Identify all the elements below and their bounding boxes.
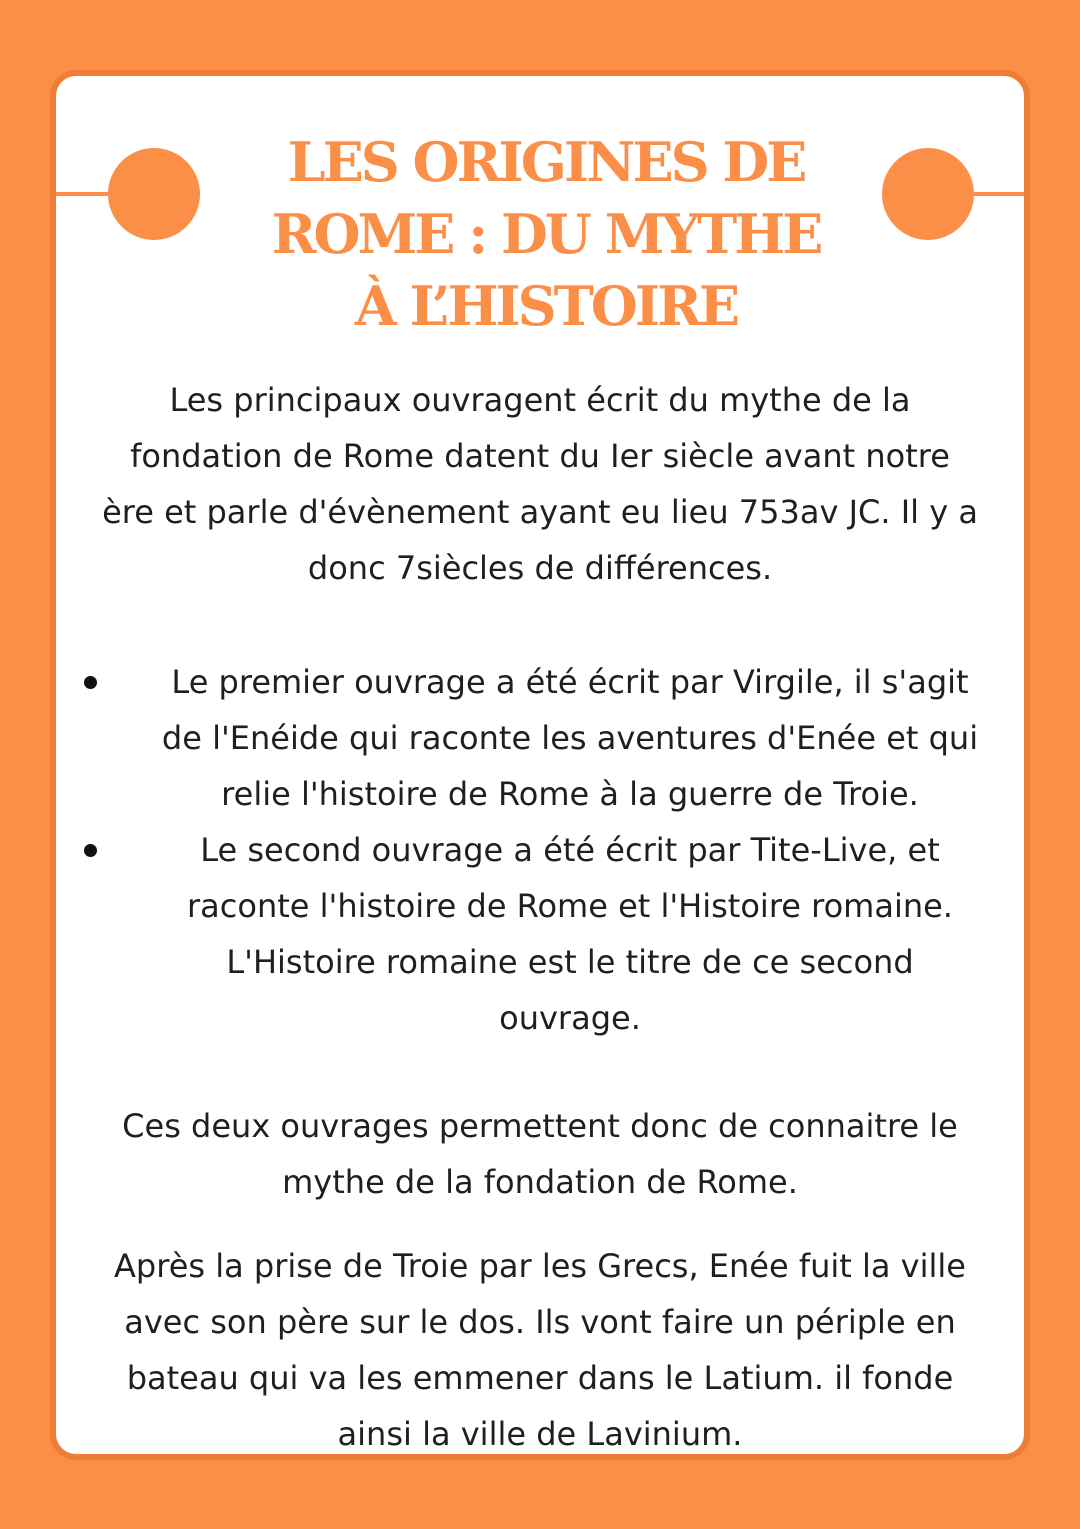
text-line: donc 7siècles de différences. [307,549,773,587]
conclusion-paragraph [56,1098,1024,1210]
decorative-line-left [56,192,116,196]
text-line: ainsi la ville de Lavinium. [337,1415,743,1453]
text-line: relie l'histoire de Rome à la guerre de Troie. [221,775,919,813]
bullet-icon [84,844,97,857]
title-line: ROME : DU MYTHE [271,202,821,266]
decorative-circle-left [108,148,200,240]
text-line: bateau qui va les emmener dans le Latium. il fonde [126,1359,954,1397]
story-paragraph [56,1238,1024,1460]
text-line: Les principaux ouvragent écrit du mythe de la [169,381,911,419]
text-line: ère et parle d'évènement ayant eu lieu 753av JC. Il y a [102,493,978,531]
page-title [206,126,886,342]
intro-paragraph [56,372,1024,596]
text-line: Le premier ouvrage a été écrit par Virgile, il s'agit [171,663,969,701]
text-line: Le second ouvrage a été écrit par Tite-Live, et [200,831,940,869]
content-card [50,70,1030,1460]
text-line: ouvrage. [499,999,641,1037]
text-line: L'Histoire romaine est le titre de ce second [226,943,914,981]
decorative-line-right [964,192,1024,196]
decorative-circle-right [882,148,974,240]
list-item [56,654,1024,822]
text-line: de l'Enéide qui raconte les aventures d'Enée et qui [161,719,979,757]
text-line: fondation de Rome datent du Ier siècle avant notre [130,437,950,475]
text-line: Ces deux ouvrages permettent donc de connaitre le [122,1107,958,1145]
text-line: mythe de la fondation de Rome. [282,1163,798,1201]
list-item [56,822,1024,1046]
bullet-icon [84,676,97,689]
title-line: À L’HISTOIRE [354,274,738,338]
text-line: Après la prise de Troie par les Grecs, Enée fuit la ville [114,1247,966,1285]
text-line: avec son père sur le dos. Ils vont faire un périple en [124,1303,956,1341]
title-line: LES ORIGINES DE [287,130,805,194]
text-line: raconte l'histoire de Rome et l'Histoire romaine. [187,887,953,925]
bullet-list [56,654,1024,1046]
